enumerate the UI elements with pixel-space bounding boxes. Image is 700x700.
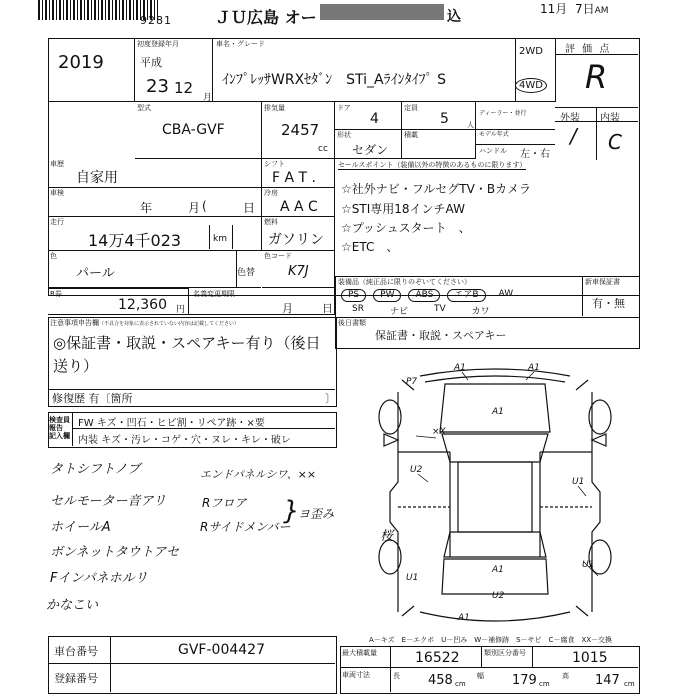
- mark-u2-left: U2: [410, 465, 423, 475]
- right-side: [592, 392, 600, 612]
- width-value: 179: [512, 673, 537, 688]
- car-name-value: ｲﾝﾌﾟﾚｯｻWRXｾﾀﾞﾝ STi_Aﾗｲﾝﾀｲﾌﾟ S: [222, 72, 446, 88]
- color-value: パール: [76, 266, 115, 281]
- dealer-label: ディーラー・並行: [479, 110, 527, 117]
- recycle-label: R券: [50, 290, 62, 298]
- included-mark: 込: [447, 9, 461, 25]
- reg-month-unit: 月: [203, 93, 213, 103]
- reg-year: 23: [146, 76, 169, 97]
- inspection-cell: [48, 188, 262, 217]
- drive-4wd: 4WD: [519, 80, 543, 91]
- hw-note-2: セルモーター音アリ: [50, 494, 166, 509]
- reg-number-label: 登録番号: [54, 672, 98, 685]
- category-label: 類別区分番号: [484, 649, 526, 657]
- width-label: 幅: [477, 672, 484, 680]
- ac-value: A A C: [280, 199, 318, 215]
- ac-label: 冷房: [264, 189, 278, 197]
- hw-note-5: Fインパネホルリ: [50, 571, 148, 586]
- rear-window: [444, 532, 546, 557]
- equip-leather: カワ: [471, 307, 490, 317]
- color-label: 色: [50, 252, 57, 260]
- doors-label: ドア: [337, 104, 351, 112]
- inspection-label: 車検: [50, 189, 64, 197]
- history-value: 自家用: [76, 170, 118, 186]
- sales-point-1: ☆社外ナビ・フルセグTV・Bカメラ: [341, 182, 532, 196]
- category-value: 1015: [572, 650, 608, 666]
- date-day-unit: 日: [582, 2, 595, 16]
- mark-side-kanji: 桜: [380, 529, 394, 544]
- sales-points-label: セールスポイント（装備以外の特徴のあるものに限ります）: [338, 161, 527, 169]
- history-label: 車歴: [50, 160, 64, 168]
- front-bumper: [420, 369, 570, 376]
- mark-a1-front-l: A1: [454, 363, 466, 373]
- height-label: 高: [562, 672, 569, 680]
- notes-text: ◎保証書・取説・スペアキー有り（後日送り）: [53, 334, 321, 375]
- rear-bumper: [420, 612, 570, 621]
- date-am: AM: [594, 6, 609, 16]
- weight-label: 最大積載量: [342, 649, 377, 657]
- score-ext-slash: /: [570, 124, 577, 148]
- hw-note-rmember: Rサイドメンバー: [200, 520, 291, 534]
- extra-label: 後日書類: [338, 319, 366, 327]
- mileage-unit: km: [213, 234, 227, 244]
- mark-u2-rear: U2: [492, 591, 505, 601]
- mark-a1-lower: A1: [458, 613, 470, 623]
- recycle-bottom-line: [48, 314, 335, 315]
- equip-ps: PS: [341, 289, 366, 302]
- hw-note-1: タトシフトノブ: [50, 462, 141, 477]
- handle-label: ハンドル: [479, 147, 507, 155]
- body-type-label: 形状: [337, 131, 351, 139]
- sales-point-4: ☆ETC 、: [341, 240, 399, 254]
- length-unit: cm: [455, 680, 466, 688]
- hw-note-top-right: エンドパネルシワ、××: [200, 468, 317, 481]
- mark-p7: P7: [406, 377, 418, 387]
- color-code-label: 色コード: [264, 252, 292, 260]
- notes-label-sub: （不具合を対象に表示されていない内容は記載してください）: [99, 321, 240, 327]
- hw-note-4: ボンネットタウトアセ: [50, 545, 180, 560]
- sales-point-2: ☆STI専用18インチAW: [341, 202, 465, 216]
- roof: [458, 462, 532, 532]
- model-value: CBA-GVF: [162, 122, 225, 138]
- inspector-ext-label: 検査員報告: [49, 416, 70, 432]
- hw-brace: }: [283, 496, 300, 526]
- extra-value: 保証書・取説・スペアキー: [375, 329, 507, 342]
- repair-label: [52, 390, 133, 406]
- score-sub-line: [555, 121, 638, 122]
- reg-month: 12: [174, 79, 194, 97]
- equip-sr: SR: [352, 304, 364, 314]
- repair-label-text: 修復歴: [52, 392, 85, 405]
- equipment-row-2: [352, 304, 490, 317]
- mark-u1-rear-l: U1: [406, 573, 419, 583]
- inspection-day: 日: [243, 201, 256, 215]
- capacity-label: 定員: [404, 104, 418, 112]
- equipment-label: 装備品（純正品に限りのぞいてください）: [338, 278, 471, 286]
- model-label: 型式: [137, 104, 151, 112]
- new-car-label: 新車保証書: [585, 278, 620, 286]
- mark-u1-right: U1: [572, 477, 585, 487]
- sales-point-3: ☆プッシュスタート 、: [341, 221, 471, 235]
- handle-value: 左・右: [520, 149, 550, 160]
- weight-value: 16522: [415, 650, 460, 666]
- inspector-ext-items: FW キズ・凹石・ヒビ割・リペア跡・×要: [78, 418, 265, 429]
- equip-abs: ABS: [408, 289, 440, 302]
- width-unit: cm: [539, 680, 550, 688]
- load-label: 積載: [404, 131, 418, 139]
- model-year-label: モデル年式: [479, 131, 509, 138]
- mark-a1-hood: A1: [492, 407, 504, 417]
- hw-note-6: かなこい: [46, 598, 99, 613]
- hw-note-3: ホイールA: [50, 520, 111, 535]
- mileage-label: 走行: [50, 218, 64, 226]
- mark-u1-rear-r: U1: [582, 560, 595, 570]
- deposit-day: 日: [322, 302, 333, 315]
- hw-note-distortion: ヨ歪み: [298, 507, 335, 521]
- fuel-value: ガソリン: [268, 232, 324, 248]
- damage-legend: A－キズ E－エクボ U－凹み W－補修跡 S－サビ C－腐食 XX－交換: [369, 636, 613, 644]
- new-car-value: 有・無: [592, 297, 625, 310]
- length-value: 458: [428, 673, 453, 688]
- recycle-value: 12,360: [118, 297, 167, 313]
- dims-label: 車両寸法: [342, 671, 370, 679]
- displacement-label: 排気量: [264, 104, 285, 112]
- car-diagram: [350, 362, 640, 634]
- shift-label: シフト: [264, 160, 285, 168]
- notes-label-text: 注意事項申告欄: [50, 319, 99, 327]
- deposit-label: 名義変更期限: [193, 290, 235, 298]
- hw-note-rfloor: Rフロア: [202, 496, 247, 510]
- doors-value: 4: [370, 111, 379, 127]
- score-label: 評 価 点: [565, 44, 612, 55]
- chassis-value: GVF-004427: [178, 642, 265, 658]
- capacity-unit: 人: [467, 121, 474, 129]
- windshield: [442, 434, 548, 462]
- equip-aw: AW: [498, 289, 514, 299]
- score-int-value: C: [608, 130, 622, 154]
- score-value: R: [585, 58, 608, 96]
- length-label: 長: [393, 672, 400, 680]
- height-value: 147: [595, 673, 620, 688]
- deposit-month: 月: [282, 302, 293, 315]
- shift-value: F A T .: [272, 170, 316, 186]
- recycle-unit: 円: [176, 305, 186, 315]
- equip-airbag: エアB: [447, 289, 485, 302]
- inspector-int-label: 記入欄: [49, 432, 70, 440]
- repair-value: 有〔箇所: [88, 392, 133, 405]
- color-code-value: K7J: [288, 264, 309, 279]
- inspection-month: 月: [188, 201, 201, 215]
- redacted-number: [320, 4, 444, 20]
- equipment-row-1: [341, 289, 519, 302]
- reg-era: 平成: [140, 56, 162, 69]
- score-label-line: [555, 54, 638, 55]
- fuel-label: 燃料: [264, 218, 278, 226]
- year-value: 2019: [58, 52, 104, 73]
- score-int-label: 内装: [600, 113, 620, 124]
- notes-label: [50, 319, 239, 328]
- inspection-paren: (: [202, 199, 207, 213]
- mileage-value: 14万4千023: [88, 231, 182, 250]
- date-day: 7: [574, 2, 583, 16]
- inspector-mid-line: [72, 428, 335, 429]
- mark-a1-rear: A1: [492, 565, 504, 575]
- score-ext-label: 外装: [560, 113, 580, 124]
- inspector-int-items: 内装 キズ・汚レ・コゲ・穴・ヌレ・キレ・破レ: [78, 435, 291, 446]
- equip-pw: PW: [373, 289, 401, 302]
- auction-name: ＪＵ広島 オー: [215, 8, 317, 27]
- date: [540, 0, 609, 17]
- reg-label: 初度登録年月: [137, 40, 179, 48]
- drive-4wd-circled: [515, 78, 547, 93]
- mark-xx-left: ×X: [432, 427, 446, 437]
- drive-2wd: 2WD: [519, 46, 543, 57]
- body-type-value: セダン: [352, 143, 389, 157]
- displacement-value: 2457: [281, 121, 320, 139]
- date-month-unit: 月: [555, 2, 568, 16]
- repair-close: 〕: [325, 392, 336, 405]
- chassis-label: 車台番号: [54, 645, 98, 658]
- mark-a1-front-r: A1: [528, 363, 540, 373]
- color-change-label: 色替: [237, 268, 256, 278]
- displacement-unit: cc: [318, 144, 328, 154]
- date-month: 11: [540, 2, 556, 16]
- capacity-value: 5: [440, 111, 449, 127]
- height-unit: cm: [624, 680, 635, 688]
- barcode-digits: 9281: [140, 14, 172, 27]
- equip-tv: TV: [433, 304, 446, 314]
- inspection-year: 年: [140, 201, 153, 215]
- equip-navi: ナビ: [389, 307, 408, 317]
- car-name-label: 車名・グレード: [216, 40, 265, 48]
- left-side: [390, 392, 398, 612]
